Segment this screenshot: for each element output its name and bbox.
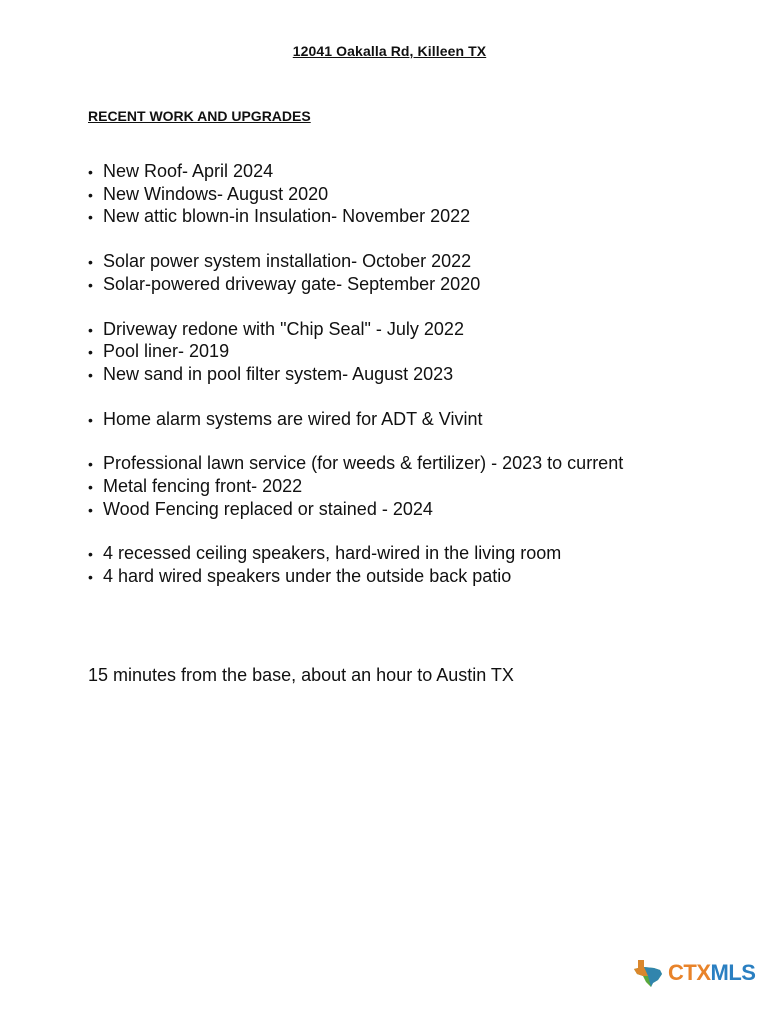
list-item [88,341,768,364]
list-item-text: New attic blown-in Insulation- November 2022 [103,206,471,227]
list-item-text: Driveway redone with "Chip Seal" - July 2022 [103,318,464,339]
bullet-icon: • [88,276,93,293]
bullet-icon: • [88,209,93,226]
bullet-icon: • [88,366,93,383]
list-item [88,206,768,229]
list-item [88,319,768,342]
upgrades-list [88,161,768,611]
list-item-text: Wood Fencing replaced or stained - 2024 [103,498,433,519]
section-title: RECENT WORK AND UPGRADES [88,108,311,124]
list-item-text: 4 recessed ceiling speakers, hard-wired in the living room [103,543,562,564]
bullet-icon: • [88,321,93,338]
list-item [88,566,768,589]
list-group [88,409,768,432]
bullet-icon: • [88,254,93,271]
list-item-text: 4 hard wired speakers under the outside back patio [103,566,512,587]
bullet-icon: • [88,164,93,180]
list-item [88,453,768,476]
list-item-text: New sand in pool filter system- August 2023 [103,363,454,384]
property-address: 12041 Oakalla Rd, Killeen TX [292,43,487,59]
bullet-icon: • [88,186,93,203]
bullet-icon: • [88,546,93,563]
bullet-icon: • [88,344,93,361]
bullet-icon: • [88,479,93,496]
list-group [88,251,768,296]
list-item-text: Professional lawn service (for weeds & fertilizer) - 2023 to current [103,453,624,474]
texas-map-icon [632,958,666,988]
list-item-text: Solar power system installation- October 2022 [103,251,472,272]
list-item [88,274,768,297]
list-item-text: Solar-powered driveway gate- September 2020 [103,273,481,294]
bullet-icon: • [88,456,93,473]
list-item-text: Metal fencing front- 2022 [103,476,303,497]
list-item [88,543,768,566]
list-item-text: Pool liner- 2019 [103,341,230,362]
list-item [88,364,768,387]
list-group [88,161,768,229]
location-note: 15 minutes from the base, about an hour to Austin TX [88,665,514,685]
ctxmls-logo [632,958,755,988]
logo-text-ctx: CTX [668,960,711,985]
list-item [88,184,768,207]
list-item [88,161,768,184]
bullet-icon: • [88,411,93,428]
list-group [88,319,768,387]
list-group [88,543,768,588]
list-group [88,453,768,521]
bullet-icon: • [88,569,93,586]
list-item [88,476,768,499]
list-item-text: Home alarm systems are wired for ADT & Vivint [103,408,483,429]
list-item [88,499,768,522]
logo-text-mls: MLS [710,960,756,985]
list-item [88,409,768,432]
logo-wordmark [668,960,755,986]
list-item-text: New Windows- August 2020 [103,183,329,204]
list-item-text: New Roof- April 2024 [103,161,274,181]
bullet-icon: • [88,501,93,518]
list-item [88,251,768,274]
